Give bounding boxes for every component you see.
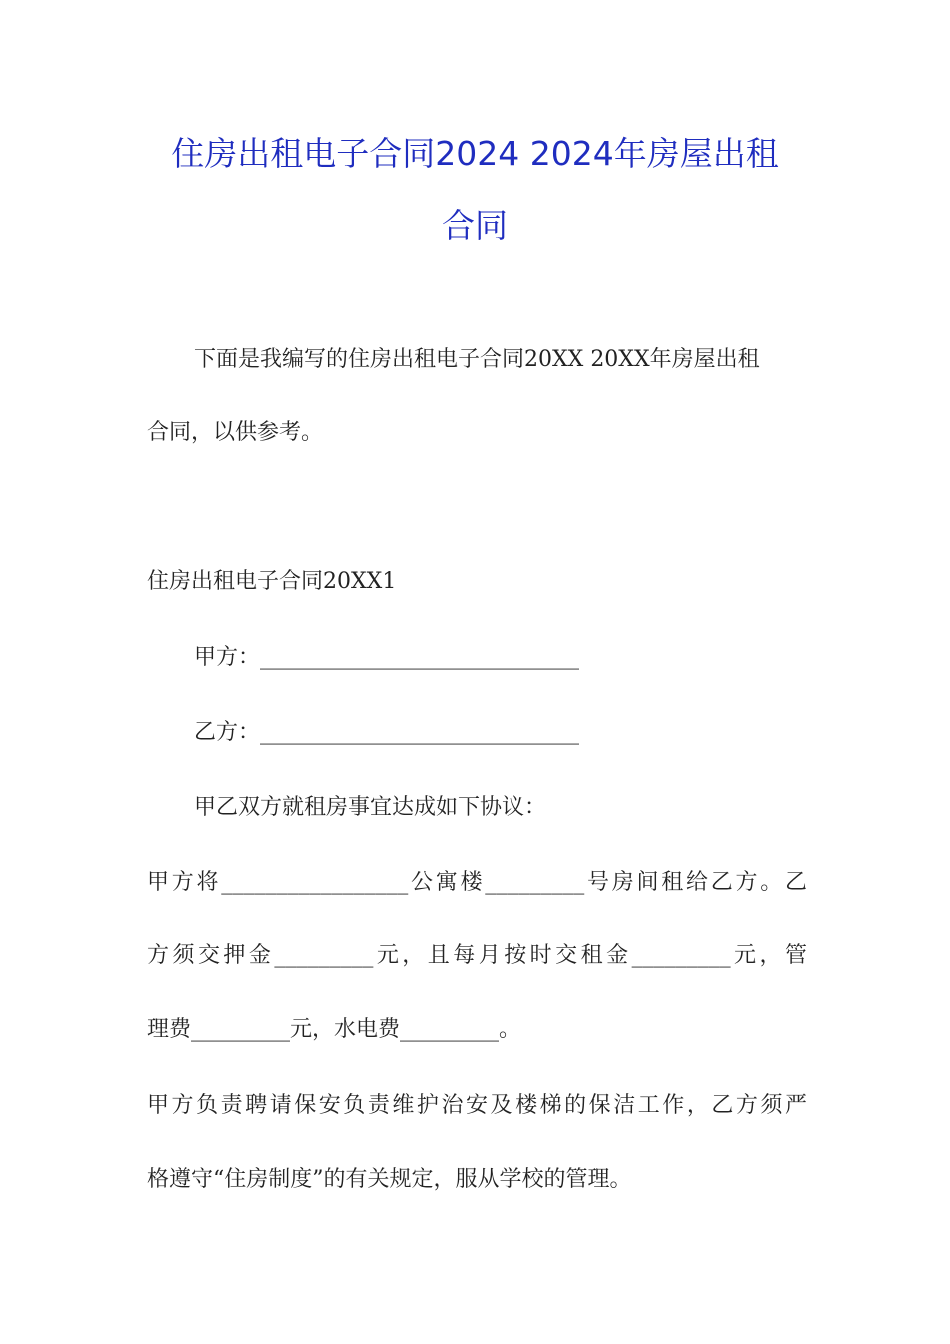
- intro-line-1: 下面是我编写的住房出租电子合同20XX 20XX年房屋出租: [194, 347, 760, 372]
- document-title-line-1: 住房出租电子合同2024 2024年房屋出租: [171, 134, 779, 173]
- clause-1-line-2: 方须交押金_________元，且每月按时交租金_________元，管: [147, 943, 807, 968]
- contract-heading: 住房出租电子合同20XX1: [147, 569, 397, 594]
- clause-1-line-1: 甲方将_________________公寓楼_________号房间租给乙方。乙: [147, 870, 807, 895]
- document-title-line-2: 合同: [442, 206, 508, 245]
- party-b-field: 乙方：_____________________________: [194, 720, 580, 745]
- clause-2-line-2: 格遵守“住房制度”的有关规定，服从学校的管理。: [147, 1167, 632, 1192]
- clause-2-line-1: 甲方负责聘请保安负责维护治安及楼梯的保洁工作，乙方须严: [147, 1093, 807, 1118]
- party-a-field: 甲方：_____________________________: [194, 645, 580, 670]
- clause-1-line-3: 理费_________元，水电费_________。: [147, 1017, 522, 1042]
- intro-line-2: 合同，以供参考。: [147, 420, 324, 445]
- agreement-statement: 甲乙双方就租房事宜达成如下协议：: [194, 795, 547, 820]
